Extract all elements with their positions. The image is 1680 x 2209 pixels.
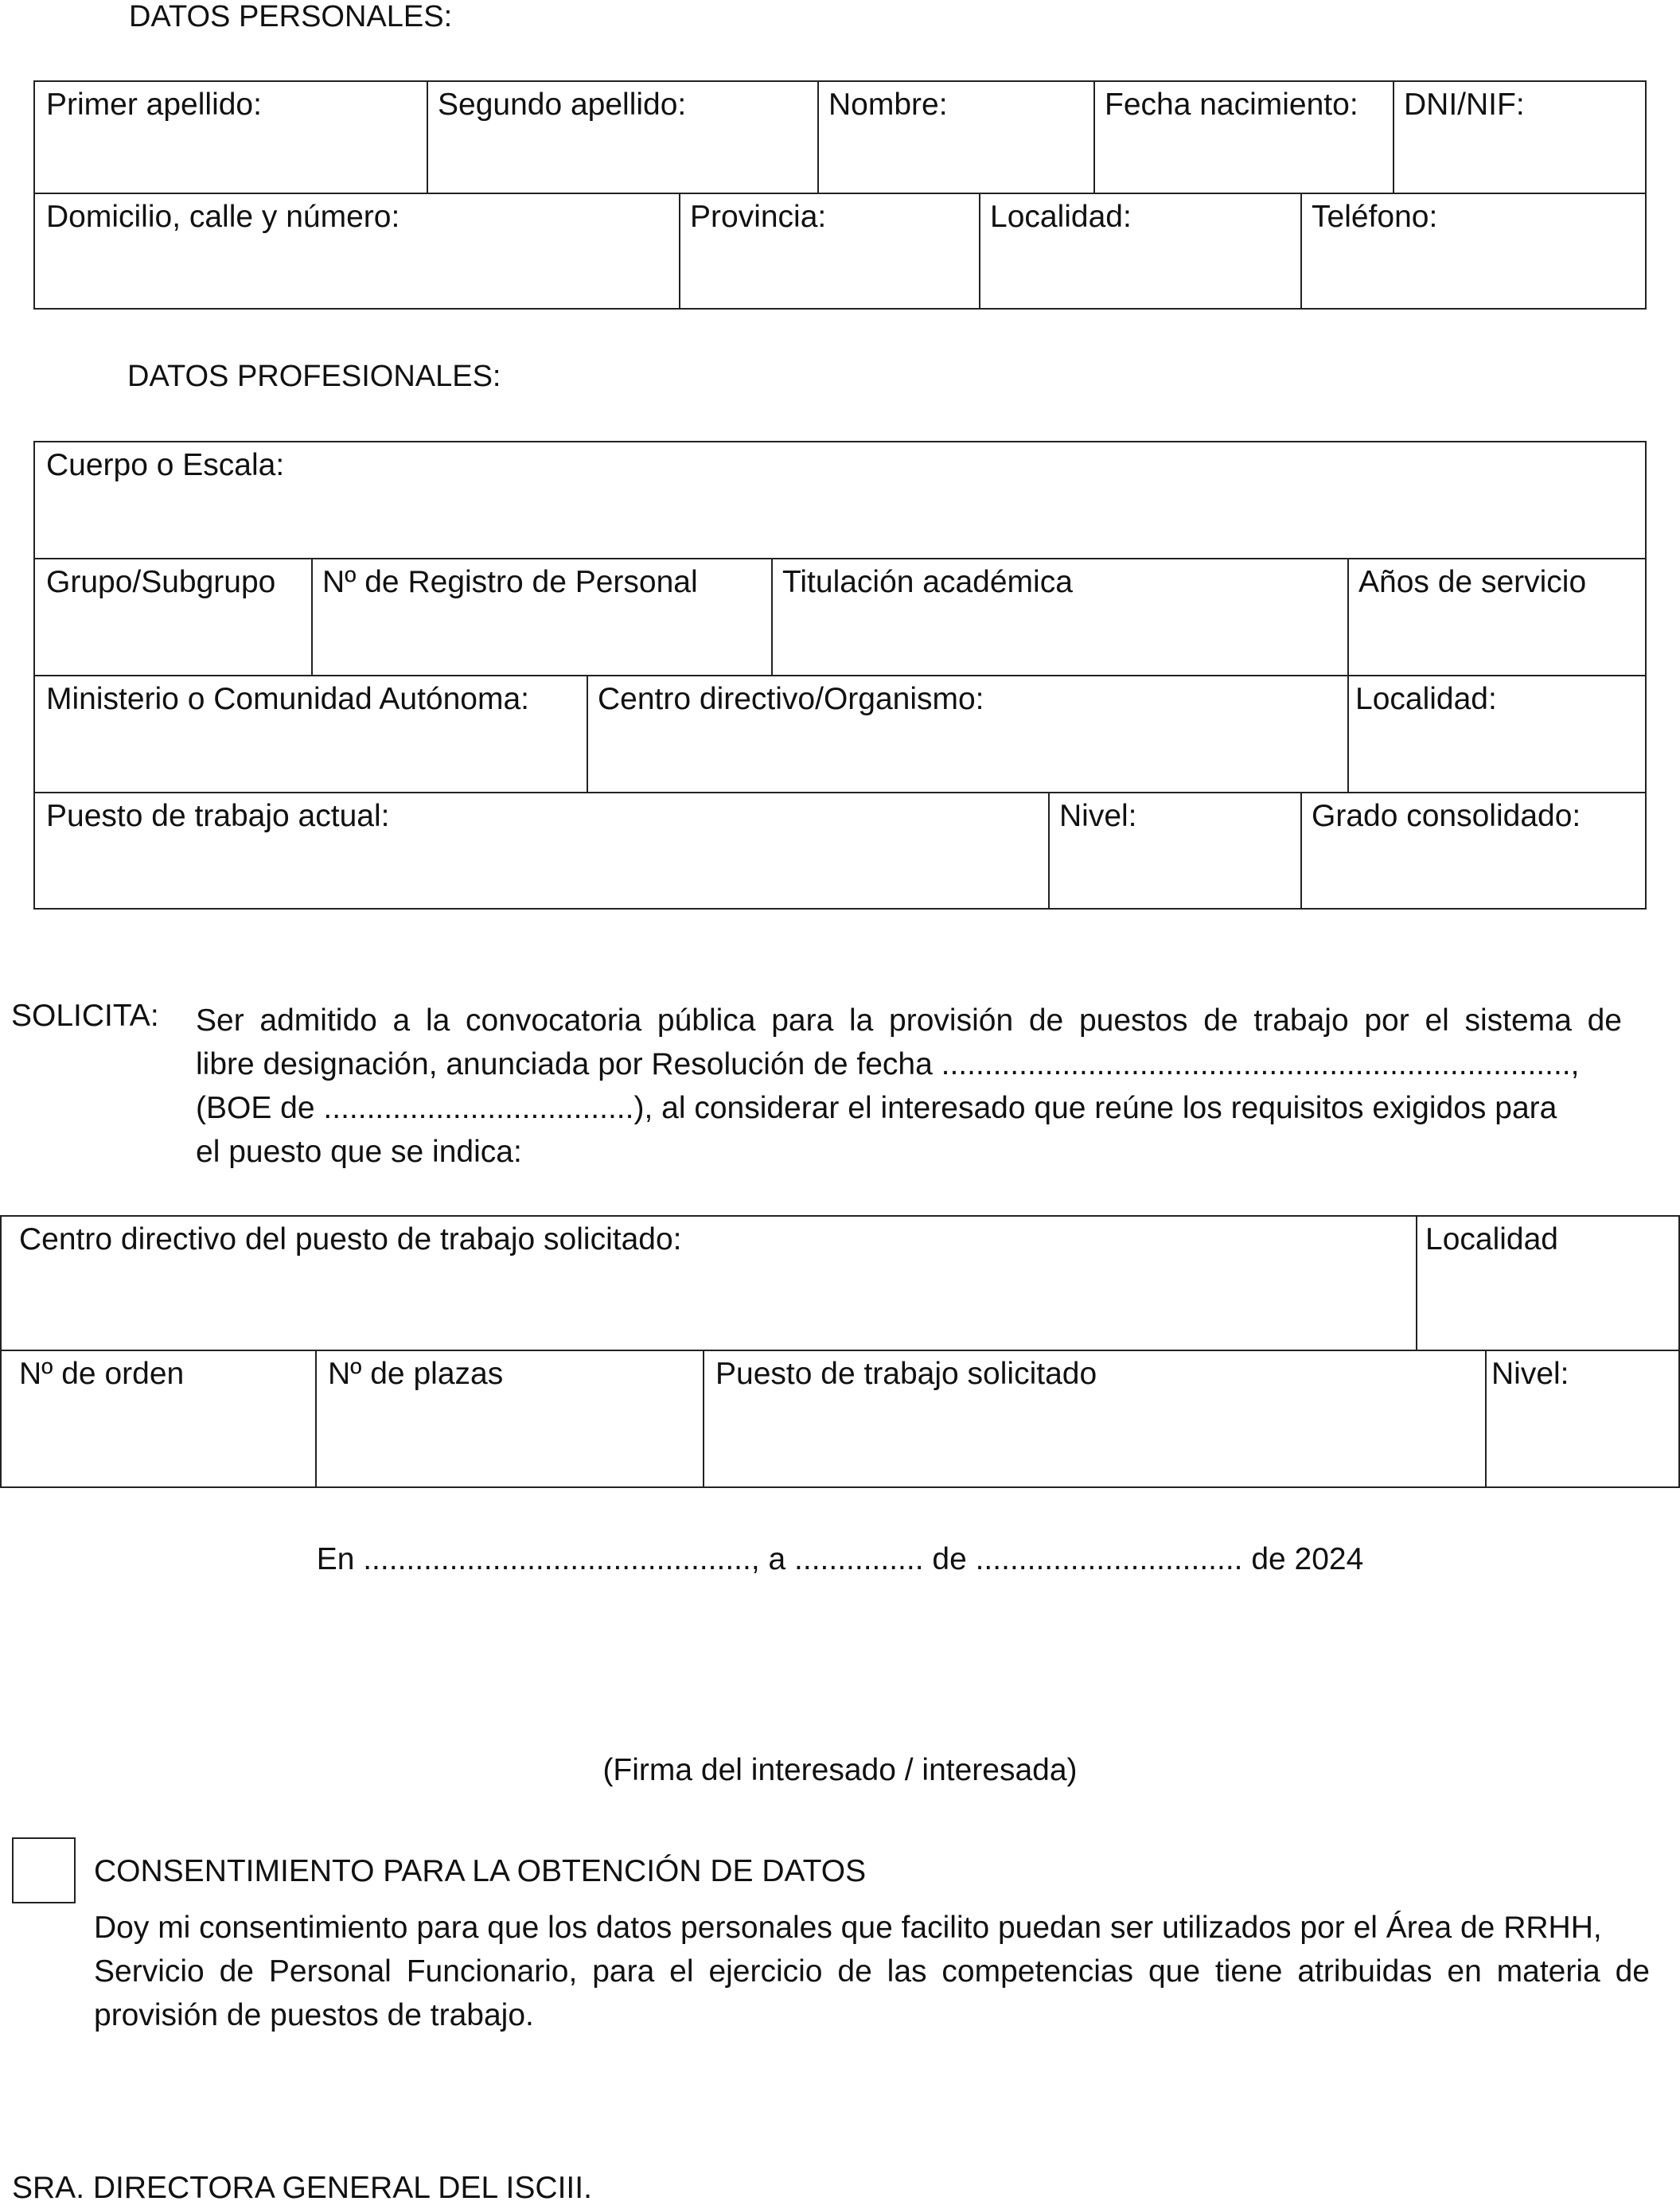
dni-nif-label: DNI/NIF: bbox=[1404, 88, 1525, 122]
telefono-field[interactable] bbox=[1300, 194, 1645, 308]
consent-line: Servicio de Personal Funcionario, para el ejercicio de las competencias que tiene atribuidas en materia de bbox=[94, 1954, 1650, 1989]
anos-servicio-label: Años de servicio bbox=[1358, 565, 1587, 599]
provincia-field[interactable] bbox=[679, 194, 979, 308]
fecha-nacimiento-label: Fecha nacimiento: bbox=[1105, 88, 1358, 122]
localidad-profesional-field[interactable] bbox=[1347, 676, 1645, 792]
firma-interesado: (Firma del interesado / interesada) bbox=[602, 1753, 1078, 1787]
cuerpo-escala-label: Cuerpo o Escala: bbox=[46, 448, 285, 482]
puesto-solicitado-label: Puesto de trabajo solicitado bbox=[715, 1357, 1097, 1391]
personal-data-table bbox=[33, 80, 1647, 310]
destinatario: SRA. DIRECTORA GENERAL DEL ISCIII. bbox=[12, 2171, 592, 2205]
cuerpo-escala-field[interactable] bbox=[35, 442, 1645, 558]
nivel-field[interactable] bbox=[1048, 793, 1300, 908]
solicita-line: (BOE de ....................................), al considerar el interesado que reúne los requisitos exigidos para bbox=[196, 1091, 1557, 1125]
localidad-solicitada-field[interactable] bbox=[1416, 1217, 1678, 1350]
section-heading-personal: DATOS PERSONALES: bbox=[129, 0, 453, 33]
professional-data-table bbox=[33, 441, 1647, 910]
telefono-label: Teléfono: bbox=[1312, 200, 1438, 234]
centro-solicitado-field[interactable] bbox=[2, 1217, 1416, 1350]
solicita-label: SOLICITA: bbox=[11, 999, 159, 1033]
centro-directivo-field[interactable] bbox=[587, 676, 1347, 792]
fecha-nacimiento-field[interactable] bbox=[1093, 82, 1393, 193]
requested-position-table bbox=[0, 1215, 1680, 1488]
localidad-profesional-label: Localidad: bbox=[1355, 682, 1497, 716]
domicilio-field[interactable] bbox=[35, 194, 679, 308]
nombre-field[interactable] bbox=[817, 82, 1093, 193]
primer-apellido-field[interactable] bbox=[35, 82, 427, 193]
puesto-actual-field[interactable] bbox=[35, 793, 1048, 908]
ministerio-label: Ministerio o Comunidad Autónoma: bbox=[46, 682, 529, 716]
numero-plazas-label: Nº de plazas bbox=[328, 1357, 504, 1391]
nivel-label: Nivel: bbox=[1059, 799, 1137, 833]
section-heading-profesional: DATOS PROFESIONALES: bbox=[127, 360, 501, 393]
consent-line: provisión de puestos de trabajo. bbox=[94, 1998, 534, 2032]
numero-orden-label: Nº de orden bbox=[19, 1357, 185, 1391]
localidad-solicitada-label: Localidad bbox=[1425, 1222, 1558, 1256]
consent-line: Doy mi consentimiento para que los datos personales que facilito puedan ser utilizados por el Área de RRHH, bbox=[94, 1911, 1602, 1945]
centro-solicitado-label: Centro directivo del puesto de trabajo solicitado: bbox=[19, 1222, 682, 1256]
fecha-linea: En ............................................., a ............... de ............................... de 2024 bbox=[316, 1542, 1364, 1576]
solicita-line: el puesto que se indica: bbox=[196, 1135, 522, 1169]
solicita-line: Ser admitido a la convocatoria pública para la provisión de puestos de trabajo por el sistema de bbox=[196, 1003, 1622, 1038]
centro-directivo-label: Centro directivo/Organismo: bbox=[598, 682, 984, 716]
provincia-label: Provincia: bbox=[690, 200, 827, 234]
localidad-label: Localidad: bbox=[990, 200, 1132, 234]
domicilio-label: Domicilio, calle y número: bbox=[46, 200, 400, 234]
nombre-label: Nombre: bbox=[828, 88, 948, 122]
ministerio-field[interactable] bbox=[35, 676, 587, 792]
numero-orden-field[interactable] bbox=[2, 1351, 315, 1486]
localidad-field[interactable] bbox=[979, 194, 1300, 308]
primer-apellido-label: Primer apellido: bbox=[46, 88, 262, 122]
consent-checkbox[interactable] bbox=[12, 1837, 76, 1903]
grupo-subgrupo-field[interactable] bbox=[35, 559, 311, 675]
grado-consolidado-field[interactable] bbox=[1300, 793, 1645, 908]
numero-plazas-field[interactable] bbox=[315, 1351, 703, 1486]
consent-paragraph bbox=[94, 1906, 1650, 2037]
registro-personal-field[interactable] bbox=[311, 559, 771, 675]
consent-title: CONSENTIMIENTO PARA LA OBTENCIÓN DE DATOS bbox=[94, 1854, 867, 1888]
puesto-solicitado-field[interactable] bbox=[703, 1351, 1485, 1486]
nivel-solicitado-label: Nivel: bbox=[1491, 1357, 1569, 1391]
anos-servicio-field[interactable] bbox=[1347, 559, 1645, 675]
grado-consolidado-label: Grado consolidado: bbox=[1312, 799, 1581, 833]
registro-personal-label: Nº de Registro de Personal bbox=[322, 565, 698, 599]
solicita-paragraph bbox=[196, 999, 1622, 1174]
dni-nif-field[interactable] bbox=[1393, 82, 1645, 193]
titulacion-field[interactable] bbox=[771, 559, 1347, 675]
titulacion-label: Titulación académica bbox=[782, 565, 1073, 599]
puesto-actual-label: Puesto de trabajo actual: bbox=[46, 799, 390, 833]
grupo-subgrupo-label: Grupo/Subgrupo bbox=[46, 565, 276, 599]
nivel-solicitado-field[interactable] bbox=[1485, 1351, 1678, 1486]
solicita-line: libre designación, anunciada por Resolución de fecha ........................................................................., bbox=[196, 1047, 1580, 1081]
segundo-apellido-field[interactable] bbox=[427, 82, 817, 193]
segundo-apellido-label: Segundo apellido: bbox=[438, 88, 687, 122]
